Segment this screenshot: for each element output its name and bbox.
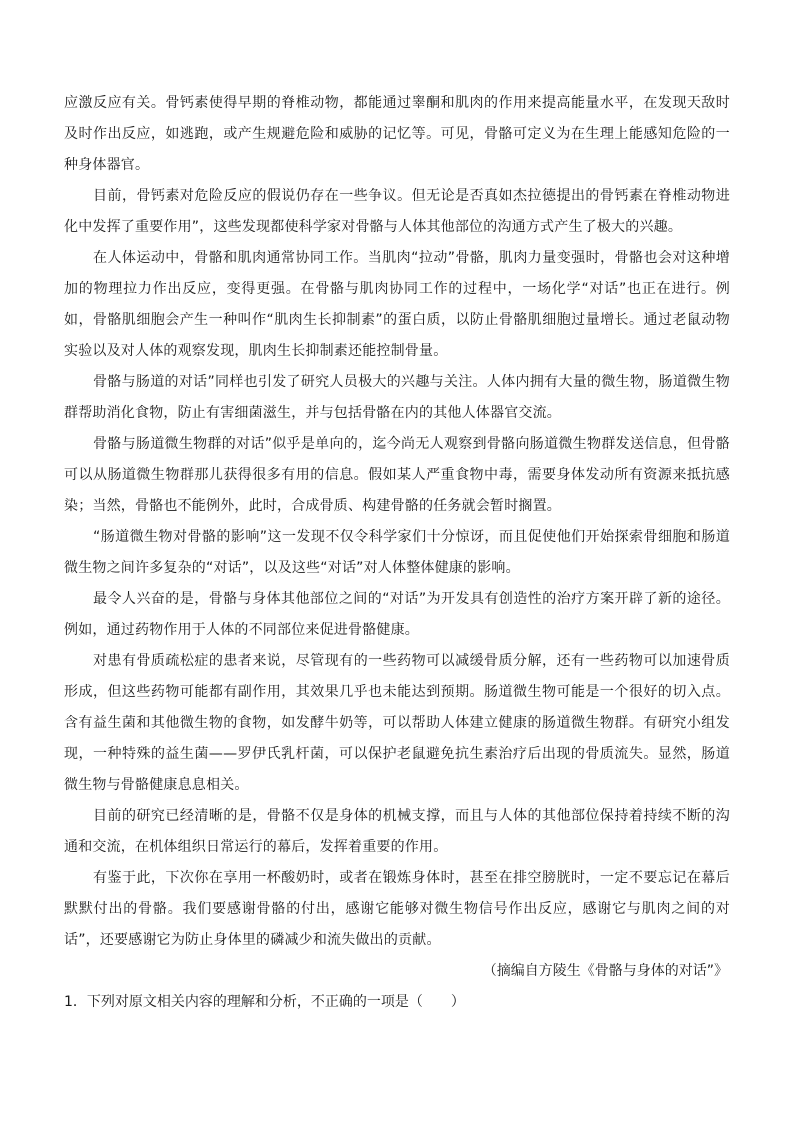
article-source: （摘编自方陵生《骨骼与身体的对话”》 [482, 963, 728, 979]
paragraph-4: 骨骼与肠道的对话”同样也引发了研究人员极大的兴趣与关注。人体内拥有大量的微生物，肠道微生物群帮助消化食物，防止有害细菌滋生，并与包括骨骼在内的其他人体器官交流。 [64, 374, 730, 421]
paragraph-1: 应激反应有关。骨钙素使得早期的脊椎动物，都能通过睾酮和肌肉的作用来提高能量水平，在发现天敌时及时作出反应，如逃跑，或产生规避危险和威胁的记忆等。可见，骨骼可定义为在生理上能感知危险的一种身体器官。 [64, 95, 730, 173]
paragraph-3: 在人体运动中，骨骼和肌肉通常协同工作。当肌肉“拉动”骨骼，肌肉力量变强时，骨骼也会对这种增加的物理拉力作出反应，变得更强。在骨骼与肌肉协同工作的过程中，一场化学“对话”也正在进行。例如，骨骼肌细胞会产生一种叫作“肌肉生长抑制素”的蛋白质，以防止骨骼肌细胞过量增长。通过老鼠动物实验以及对人体的观察发现，肌肉生长抑制素还能控制骨量。 [64, 250, 730, 359]
paragraph-5: 骨骼与肠道微生物群的对话”似乎是单向的，迄今尚无人观察到骨骼向肠道微生物群发送信息，但骨骼可以从肠道微生物群那儿获得很多有用的信息。假如某人严重食物中毒，需要身体发动所有资源来抵抗感染；当然，骨骼也不能例外，此时，合成骨质、构建骨骼的任务就会暂时搁置。 [64, 436, 730, 514]
question-1: 1．下列对原文相关内容的理解和分析，不正确的一项是（ ） [64, 994, 465, 1010]
document-page [64, 88, 730, 1018]
paragraph-7: 最令人兴奋的是，骨骼与身体其他部位之间的“对话”为开发具有创造性的治疗方案开辟了新的途径。例如，通过药物作用于人体的不同部位来促进骨骼健康。 [64, 591, 730, 638]
paragraph-2: 目前，骨钙素对危险反应的假说仍存在一些争议。但无论是否真如杰拉德提出的骨钙素在脊椎动物进化中发挥了重要作用”，这些发现都使科学家对骨骼与人体其他部位的沟通方式产生了极大的兴趣。 [64, 188, 730, 235]
paragraph-10: 有鉴于此，下次你在享用一杯酸奶时，或者在锻炼身体时，甚至在排空膀胱时，一定不要忘记在幕后默默付出的骨骼。我们要感谢骨骼的付出，感谢它能够对微生物信号作出反应，感谢它与肌肉之间的对话”，还要感谢它为防止身体里的磷减少和流失做出的贡献。 [64, 870, 730, 948]
paragraph-6: “肠道微生物对骨骼的影响”这一发现不仅令科学家们十分惊讶，而且促使他们开始探索骨细胞和肠道微生物之间许多复杂的“对话”，以及这些“对话”对人体整体健康的影响。 [64, 529, 730, 576]
paragraph-8: 对患有骨质疏松症的患者来说，尽管现有的一些药物可以减缓骨质分解，还有一些药物可以加速骨质形成，但这些药物可能都有副作用，其效果几乎也未能达到预期。肠道微生物可能是一个很好的切入点。含有益生菌和其他微生物的食物，如发酵牛奶等，可以帮助人体建立健康的肠道微生物群。有研究小组发现，一种特殊的益生菌——罗伊氏乳杆菌，可以保护老鼠避免抗生素治疗后出现的骨质流失。显然，肠道微生物与骨骼健康息息相关。 [64, 653, 730, 793]
paragraph-9: 目前的研究已经清晰的是，骨骼不仅是身体的机械支撑，而且与人体的其他部位保持着持续不断的沟通和交流，在机体组织日常运行的幕后，发挥着重要的作用。 [64, 808, 730, 855]
